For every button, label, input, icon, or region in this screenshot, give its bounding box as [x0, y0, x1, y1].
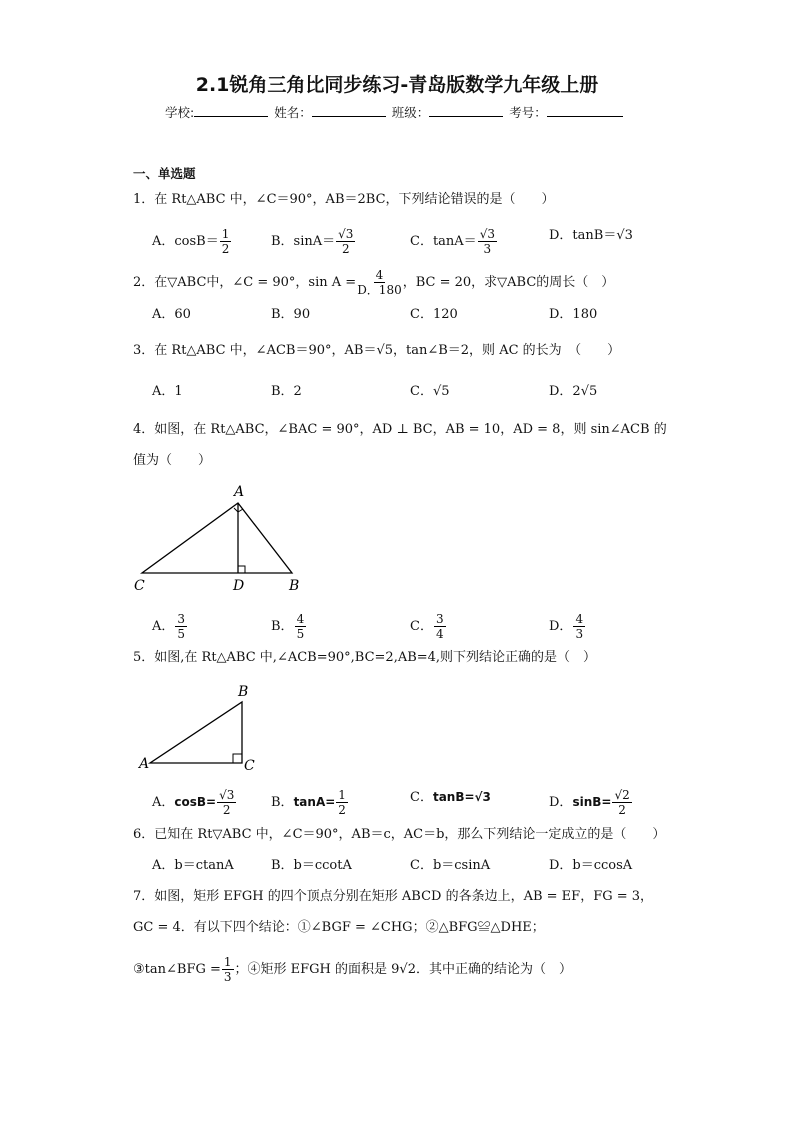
school-field[interactable]	[194, 103, 268, 117]
q2-option-c[interactable]: C．120	[410, 307, 458, 322]
q1-option-d[interactable]: D．tanB＝√3	[549, 228, 633, 243]
number-label: 考号：	[509, 105, 547, 120]
question-2: 2．在▽ABC中，∠C = 90°，sin A = $\frac{4}{D.180}$ ，BC = 20，求▽ABC的周长（ ）	[133, 268, 615, 297]
name-label: 姓名：	[274, 105, 312, 120]
triangle-abc	[150, 702, 242, 763]
q4-option-c[interactable]: C． $\frac{3}{4}$	[410, 612, 444, 641]
fraction: $\frac{4}{D.180}$	[357, 268, 402, 297]
fraction: $\frac{4}{5}$	[296, 612, 305, 641]
question-7-line-3: ③tan∠BFG = $\frac{1}{3}$ ；④矩形 EFGH 的面积是 9√2．其中正确的结论为（ ）	[133, 955, 572, 984]
q5-option-d[interactable]: D．sinB= $\frac{√2}{2}$	[549, 788, 630, 817]
q1-option-a[interactable]	[152, 227, 232, 256]
q4-option-a[interactable]: A． $\frac{3}{5}$	[152, 612, 186, 641]
label-b: B	[289, 578, 300, 594]
triangle-abc	[142, 503, 292, 573]
label-c: C	[134, 578, 145, 594]
option-text: B．sinA＝	[271, 234, 336, 249]
q3-option-c[interactable]: C．√5	[410, 384, 450, 399]
q3-option-d[interactable]: D．2√5	[549, 384, 598, 399]
fraction: $\frac{4}{3}$	[575, 612, 584, 641]
label-d: D	[233, 578, 245, 594]
q6-option-a[interactable]: A．b＝ctanA	[152, 858, 234, 873]
school-label: 学校:	[165, 105, 195, 120]
class-label: 班级：	[391, 105, 430, 120]
fraction: $\frac{1}{2}$	[221, 227, 230, 256]
q5-option-a[interactable]: A．cosB= $\frac{√3}{2}$	[152, 788, 235, 817]
q2-option-d[interactable]: D．180	[549, 307, 598, 322]
fraction: $\frac{1}{2}$	[338, 788, 346, 817]
label-b: B	[238, 684, 249, 700]
fraction: $\frac{√2}{2}$	[614, 788, 630, 817]
option-text: A．cosB＝	[152, 234, 219, 249]
number-field[interactable]	[547, 103, 623, 117]
question-4-line-1: 4．如图，在 Rt△ABC，∠BAC = 90°，AD ⊥ BC，AB = 10，AD = 8，则 sin∠ACB 的	[133, 422, 667, 437]
fraction: $\frac{3}{5}$	[177, 612, 186, 641]
q2-option-a[interactable]: A．60	[152, 307, 191, 322]
question-7-line-1: 7．如图，矩形 EFGH 的四个顶点分别在矩形 ABCD 的各条边上，AB = EF，FG = 3，	[133, 889, 654, 904]
right-angle-mark	[233, 754, 242, 763]
triangle-figure-q5	[135, 680, 265, 775]
question-4-line-2: 值为（ ）	[133, 453, 212, 468]
q3-option-a[interactable]: A．1	[152, 384, 183, 399]
q1-option-c[interactable]	[410, 227, 498, 256]
q6-option-b[interactable]: B．b＝ccotA	[271, 858, 352, 873]
section-heading: 一、单选题	[133, 166, 196, 181]
triangle-figure-q4	[125, 480, 325, 595]
option-text: C．tanA＝	[410, 234, 477, 249]
question-7-line-2: GC = 4．有以下四个结论：①∠BGF = ∠CHG；②△BFG≌△DHE；	[133, 920, 545, 935]
right-angle-mark	[238, 566, 245, 573]
fraction: $\frac{√3}{3}$	[479, 227, 495, 256]
label-c: C	[244, 758, 255, 774]
label-a: A	[234, 484, 245, 500]
fraction: $\frac{√3}{2}$	[338, 227, 354, 256]
question-3: 3．在 Rt△ABC 中，∠ACB＝90°，AB＝√5，tan∠B＝2，则 AC 的长为 （ ）	[133, 343, 621, 358]
q4-option-d[interactable]: D． $\frac{4}{3}$	[549, 612, 584, 641]
q6-option-d[interactable]: D．b＝ccosA	[549, 858, 633, 873]
student-info-row	[165, 103, 625, 121]
fraction: $\frac{1}{3}$	[223, 955, 232, 984]
q1-option-b[interactable]	[271, 227, 356, 256]
q5-option-b[interactable]: B．tanA= $\frac{1}{2}$	[271, 788, 346, 817]
name-field[interactable]	[312, 103, 386, 117]
class-field[interactable]	[429, 103, 503, 117]
fraction: $\frac{√3}{2}$	[219, 788, 235, 817]
q6-option-c[interactable]: C．b＝csinA	[410, 858, 491, 873]
page-title: 2.1锐角三角比同步练习-青岛版数学九年级上册	[195, 74, 599, 96]
fraction: $\frac{3}{4}$	[435, 612, 444, 641]
label-a: A	[139, 756, 150, 772]
q2-option-b[interactable]: B．90	[271, 307, 311, 322]
q4-option-b[interactable]: B． $\frac{4}{5}$	[271, 612, 305, 641]
question-1: 1．在 Rt△ABC 中，∠C＝90°，AB＝2BC，下列结论错误的是（ ）	[133, 192, 555, 207]
q5-option-c[interactable]: C．tanB=√3	[410, 790, 491, 805]
question-6: 6．已知在 Rt▽ABC 中，∠C＝90°，AB＝c，AC＝b，那么下列结论一定成立的是（ ）	[133, 827, 666, 842]
q3-option-b[interactable]: B．2	[271, 384, 302, 399]
question-5: 5．如图,在 Rt△ABC 中,∠ACB=90°,BC=2,AB=4,则下列结论正确的是（ ）	[133, 650, 597, 665]
